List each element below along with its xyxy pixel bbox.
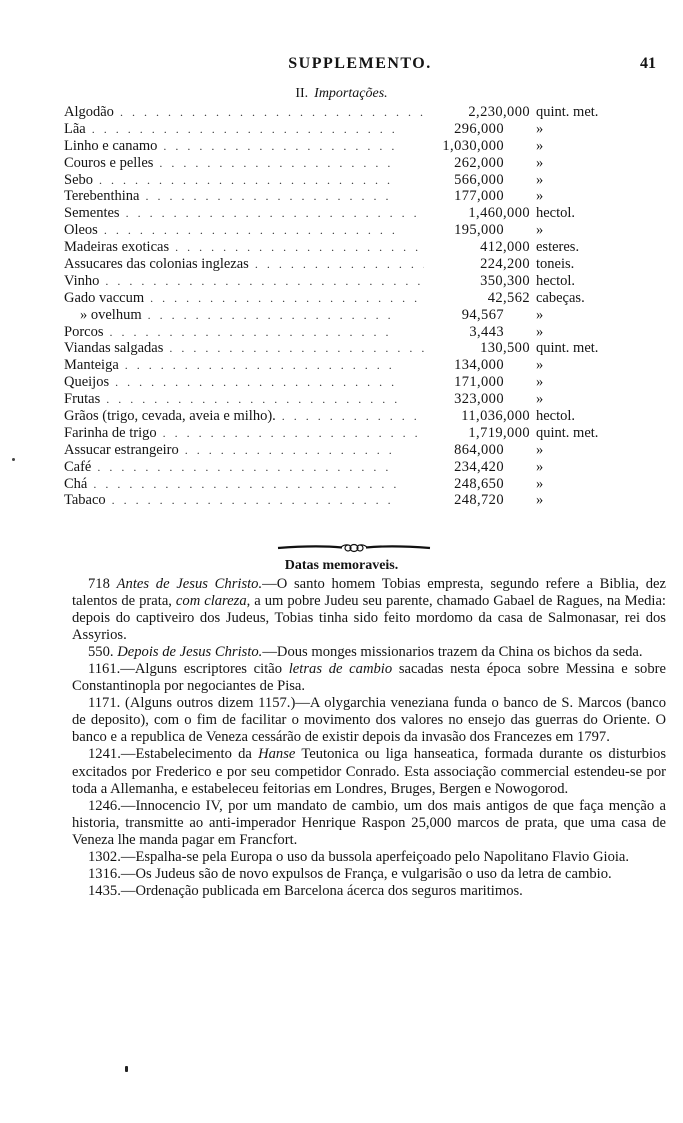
import-item-name: Porcos bbox=[64, 323, 104, 340]
import-item-name: Couros e pelles bbox=[64, 154, 154, 171]
import-row bbox=[64, 121, 664, 138]
entry-text: (Alguns outros dizem 1157.)—A olygarchia veneziana funda o banco de S. Marcos (banco de deposito), com o fim de facilitar o movimento dos valores no ensejo das guerras do Oriente. O banco e a republica de Veneza cessárão de existir depois da invasão dos Francezes em 1797. bbox=[72, 695, 666, 746]
print-speck bbox=[12, 458, 15, 461]
dot-leader bbox=[120, 104, 424, 121]
entry-text: —Espalha-se pela Europa o uso da bussola aperfeiçoado pelo Napolitano Flavio Gioia. bbox=[120, 848, 630, 865]
entry-year: 1171. bbox=[88, 695, 121, 712]
dot-leader bbox=[185, 442, 398, 459]
import-unit: toneis. bbox=[536, 256, 575, 273]
import-item-name: Manteiga bbox=[64, 357, 119, 374]
import-unit: » bbox=[536, 171, 544, 188]
import-quantity: 11,036,000 bbox=[461, 408, 530, 425]
import-row bbox=[64, 459, 664, 476]
import-row bbox=[64, 188, 664, 205]
import-item-name: Farinha de trigo bbox=[64, 424, 157, 441]
imports-section-title bbox=[0, 86, 683, 102]
import-quantity: 130,500 bbox=[480, 340, 530, 357]
import-row bbox=[64, 290, 664, 307]
dot-leader bbox=[159, 155, 398, 172]
import-unit: » bbox=[536, 441, 544, 458]
import-unit: » bbox=[536, 357, 544, 374]
entry-year: 1246. bbox=[88, 797, 121, 814]
import-unit: hectol. bbox=[536, 408, 576, 425]
import-row bbox=[64, 324, 664, 341]
date-entry bbox=[72, 883, 666, 900]
import-unit: » bbox=[536, 154, 544, 171]
import-quantity: 94,567 bbox=[461, 306, 504, 323]
import-row bbox=[64, 391, 664, 408]
import-row bbox=[64, 172, 664, 189]
page-header bbox=[60, 55, 660, 77]
dot-leader bbox=[148, 307, 398, 324]
entry-year: 1435. bbox=[88, 882, 121, 899]
dot-leader bbox=[106, 391, 398, 408]
date-entry bbox=[72, 746, 666, 797]
import-item-name: Frutas bbox=[64, 391, 101, 408]
import-item-name: Queijos bbox=[64, 374, 110, 391]
import-row bbox=[64, 256, 664, 273]
import-quantity: 234,420 bbox=[454, 458, 504, 475]
import-quantity: 864,000 bbox=[454, 441, 504, 458]
import-quantity: 1,719,000 bbox=[468, 424, 530, 441]
import-unit: » bbox=[536, 391, 544, 408]
imports-table bbox=[64, 104, 664, 509]
import-unit: » bbox=[536, 188, 544, 205]
import-item-name: Algodão bbox=[64, 104, 114, 120]
entry-emphasis: letras de cambio bbox=[288, 661, 393, 678]
date-entry bbox=[72, 866, 666, 883]
import-row bbox=[64, 425, 664, 442]
entry-era: Antes de Jesus Christo. bbox=[116, 576, 263, 592]
section-heading: Importações. bbox=[314, 86, 388, 101]
entry-text-cont: sacadas nesta época sobre Messina e sobre Constantinopla por negociantes de Pisa. bbox=[72, 661, 666, 695]
import-unit: hectol. bbox=[536, 205, 576, 222]
import-unit: » bbox=[536, 120, 544, 137]
entry-era: Depois de Jesus Christo. bbox=[117, 644, 263, 661]
import-row bbox=[64, 442, 664, 459]
date-entry bbox=[72, 798, 666, 849]
entry-text-cont: , a um pobre Judeu seu parente, chamado Gabael de Ragues, na Media: depois do captiveiro dos Judeus, Tobias tinha sido feito mordomo da casa de Salmonasar, rei dos Assyrios. bbox=[72, 593, 666, 644]
import-item-name: Lãa bbox=[64, 120, 86, 137]
date-entry bbox=[72, 849, 666, 866]
ornament-left-bar bbox=[278, 546, 342, 548]
import-quantity: 195,000 bbox=[454, 222, 504, 239]
import-quantity: 350,300 bbox=[480, 272, 530, 289]
dot-leader bbox=[99, 172, 398, 189]
import-unit: » bbox=[536, 137, 544, 154]
import-unit: » bbox=[536, 306, 544, 323]
import-row bbox=[64, 138, 664, 155]
dot-leader bbox=[163, 425, 424, 442]
import-item-name: Madeiras exoticas bbox=[64, 239, 170, 256]
import-item-name: Vinho bbox=[64, 272, 100, 289]
entry-year: 1241. bbox=[88, 746, 121, 763]
date-entry bbox=[72, 576, 666, 644]
import-row bbox=[64, 273, 664, 290]
date-entry bbox=[72, 695, 666, 746]
import-row bbox=[64, 374, 664, 391]
dot-leader bbox=[169, 340, 424, 357]
import-row bbox=[64, 408, 664, 425]
entry-year: 718 bbox=[88, 576, 110, 592]
import-row bbox=[64, 340, 664, 357]
import-row bbox=[64, 357, 664, 374]
import-unit: quint. met. bbox=[536, 424, 599, 441]
entry-text: —O santo homem Tobias empresta, segundo refere a Biblia, dez talentos de prata, bbox=[72, 576, 666, 610]
import-item-name: Tabaco bbox=[64, 492, 106, 509]
import-unit: » bbox=[536, 458, 544, 475]
dot-leader bbox=[112, 492, 398, 509]
entry-text: —Innocencio IV, por um mandato de cambio, um dos mais antigos de que faça menção a historia, transmitte ao anti-imperador Henrique Raspon 25,000 marcos de prata, que uma casa de Veneza lhe manda pagar em Francfort. bbox=[72, 797, 666, 848]
import-row bbox=[64, 222, 664, 239]
dot-leader bbox=[145, 188, 398, 205]
entry-text: —Estabelecimento da bbox=[120, 746, 259, 763]
dot-leader bbox=[109, 324, 398, 341]
import-unit: » bbox=[536, 374, 544, 391]
dot-leader bbox=[163, 138, 398, 155]
date-entry bbox=[72, 644, 666, 661]
import-item-name: Terebenthina bbox=[64, 188, 140, 205]
entry-year: 1302. bbox=[88, 848, 121, 865]
import-quantity: 323,000 bbox=[454, 391, 504, 408]
import-quantity: 248,720 bbox=[454, 492, 504, 509]
dot-leader bbox=[115, 374, 398, 391]
import-unit: quint. met. bbox=[536, 340, 599, 357]
import-row bbox=[64, 155, 664, 172]
page-number: 41 bbox=[640, 55, 656, 72]
entry-text: —Ordenação publicada em Barcelona ácerca dos seguros maritimos. bbox=[120, 882, 523, 899]
import-item-name: Grãos (trigo, cevada, aveia e milho). bbox=[64, 408, 276, 425]
section-number: II. bbox=[295, 86, 309, 101]
import-row bbox=[64, 205, 664, 222]
dot-leader bbox=[175, 239, 424, 256]
entry-emphasis: Hanse bbox=[258, 746, 296, 763]
import-quantity: 566,000 bbox=[454, 171, 504, 188]
import-item-name: Viandas salgadas bbox=[64, 340, 164, 357]
print-mark bbox=[125, 1066, 128, 1072]
import-item-name: Oleos bbox=[64, 222, 98, 239]
entry-text: —Dous monges missionarios trazem da China os bichos da seda. bbox=[262, 644, 643, 661]
import-row bbox=[64, 239, 664, 256]
import-quantity: 248,650 bbox=[454, 475, 504, 492]
import-row bbox=[64, 492, 664, 509]
import-quantity: 171,000 bbox=[454, 374, 504, 391]
import-item-name: Chá bbox=[64, 475, 88, 492]
entry-year: 1161. bbox=[88, 661, 121, 678]
import-item-name: Linho e canamo bbox=[64, 137, 158, 154]
import-item-name: Assucar estrangeiro bbox=[64, 441, 179, 458]
date-entry bbox=[72, 661, 666, 695]
import-quantity: 262,000 bbox=[454, 154, 504, 171]
entry-emphasis: com clareza bbox=[175, 593, 247, 610]
import-row bbox=[64, 476, 664, 493]
import-unit: » bbox=[536, 475, 544, 492]
import-quantity: 1,460,000 bbox=[468, 205, 530, 222]
import-unit: » bbox=[536, 222, 544, 239]
import-item-name: Assucares das colonias inglezas bbox=[64, 256, 249, 273]
import-quantity: 412,000 bbox=[480, 239, 530, 256]
dot-leader bbox=[150, 290, 424, 307]
entry-year: 550. bbox=[88, 644, 114, 661]
entry-text: —Os Judeus são de novo expulsos de França, e vulgarisão o uso da letra de cambio. bbox=[120, 865, 612, 882]
import-row bbox=[64, 104, 664, 121]
dot-leader bbox=[255, 256, 424, 273]
import-quantity: 2,230,000 bbox=[468, 104, 530, 120]
entry-text: —Alguns escriptores citão bbox=[120, 661, 289, 678]
import-quantity: 134,000 bbox=[454, 357, 504, 374]
import-unit: quint. met. bbox=[536, 104, 599, 120]
ornament-right-bar bbox=[366, 546, 430, 548]
import-quantity: 224,200 bbox=[480, 256, 530, 273]
import-item-name: » ovelhum bbox=[80, 306, 142, 323]
import-unit: hectol. bbox=[536, 272, 576, 289]
memorable-dates-list bbox=[72, 576, 666, 900]
import-item-name: Gado vaccum bbox=[64, 289, 145, 306]
entry-year: 1316. bbox=[88, 865, 121, 882]
import-unit: » bbox=[536, 492, 544, 509]
dot-leader bbox=[105, 273, 424, 290]
dot-leader bbox=[97, 459, 398, 476]
import-row bbox=[64, 307, 664, 324]
import-quantity: 177,000 bbox=[454, 188, 504, 205]
running-title: SUPPLEMENTO. bbox=[288, 55, 432, 72]
import-quantity: 296,000 bbox=[454, 120, 504, 137]
ornament-center-flourish bbox=[340, 545, 368, 552]
entry-text-cont: Teutonica ou liga hanseatica, formada durante os disturbios excitados por Frederico e por seu competidor Conrado. Esta associação commercial estendeu-se por toda a Allemanha, e estabeleceu feitorias em Londres, Bruges, Bergen e Nowogorod. bbox=[72, 746, 666, 797]
dates-section-title: Datas memoraveis. bbox=[284, 558, 399, 573]
dot-leader bbox=[93, 476, 398, 493]
dot-leader bbox=[282, 408, 424, 425]
import-item-name: Sementes bbox=[64, 205, 120, 222]
import-quantity: 1,030,000 bbox=[442, 137, 504, 154]
import-unit: » bbox=[536, 323, 544, 340]
import-unit: cabeças. bbox=[536, 289, 585, 306]
import-item-name: Sebo bbox=[64, 171, 93, 188]
import-quantity: 3,443 bbox=[469, 323, 504, 340]
dot-leader bbox=[104, 222, 398, 239]
import-unit: esteres. bbox=[536, 239, 580, 256]
dot-leader bbox=[92, 121, 398, 138]
import-item-name: Café bbox=[64, 458, 92, 475]
dot-leader bbox=[125, 357, 398, 374]
dot-leader bbox=[126, 205, 424, 222]
ornament-divider bbox=[276, 543, 432, 553]
import-quantity: 42,562 bbox=[487, 289, 530, 306]
